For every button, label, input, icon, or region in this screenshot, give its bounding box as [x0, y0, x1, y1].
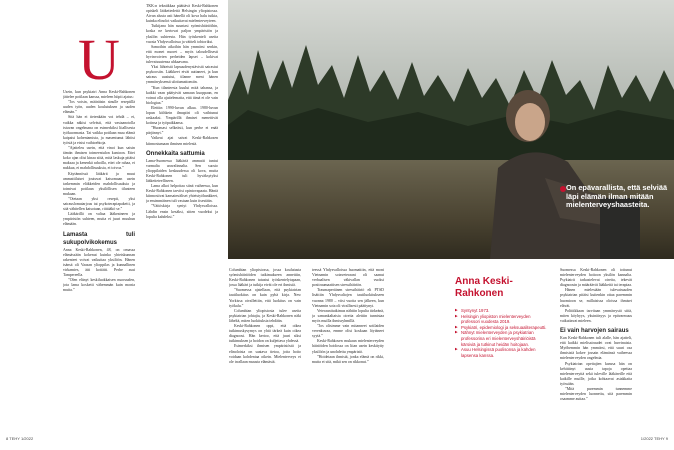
article-paragraph: ”Kun tilanteesta kuului mitä tahansa, ja kaikki vaan päätyivät samaan kuoppaan, en voinut olla ajattelematta, että tämä ei ole vain biologiaa.”: [146, 85, 218, 105]
article-paragraph: Traumaperäinen stressihäiriö eli PTSD lisättiin Yhdysvaltojen tautiluokitukseen vuonna 1980 – viisi vuotta sen jälkeen, kun Vietnamin sota oli virallisesti päättynyt.: [312, 288, 384, 308]
profile-fact: ▶ Helsingin yliopiston mielenterveyden professori vuodesta 2019.: [455, 314, 549, 325]
article-paragraph: Suomessa Keski-Rahkonen oli tottunut mielenterveyden hoitoon yksilön kannalta. Psykiatrit tarkastelevat oireita, tekevät diagnoosin ja määräävät lääkkeitä tai terapiaa.: [560, 268, 632, 288]
article-paragraph: Lama-Suomessa lääkäriä ammatti tuntui varmalta uravalinnalta. Sen suosio ylioppilaiden keskuudessa oli kova, mutta Keski-Rahkonen tuli hyväksytyksi lääketieteelliseen.: [146, 158, 218, 183]
article-paragraph: Esimerkiksi ihmisen ympäristöstä ja elinoloista on saatava tietoa, jotta hoito voidaan kohdentaa oikein. Mielenterveys ei ole irrallaan muusta elämästä.: [229, 344, 301, 364]
portrait-photo: [228, 0, 674, 259]
profile-box: [455, 276, 549, 358]
article-paragraph: Vaikeat ajat saivat Keski-Rahkosen kiinnostumaan ihmisen mielestä.: [146, 136, 218, 146]
article-paragraph: ”Ajatteleu usein, että vinoi kun saisin tämän ihmisen toimeentulon kuntoon. Ettei koko ajan olisi kinaa siitä, mitä laskuja pitäisi maksaa ja kenenkä rahoilla, ettei ole rahaa, ei nukkua, ei mahdollisuuksia, ei toivoa.”: [63, 146, 135, 171]
article-paragraph: ”Mitä paremmin tunnemme mielenterveyden luonnetta, sitä paremmin osaamme auttaa.”: [560, 386, 632, 402]
article-paragraph: ”Otetaan yksi resepti, yksi sairauslomatarjous tai psykoterapiapaketti, ja sitä vähitellen katsotaan, riittääkö se.”: [63, 196, 135, 212]
middle-column-1: [146, 4, 218, 436]
article-paragraph: Sitä hän ei tietenkään voi tehdä – ei, vaikka näkisi selvästi, että vastaanotolla istuvan ongelmana on esimerkiksi liiallisesta työkuormasta. Tai vaikka potilaan muu elämä kaipaisi kohentamista, ja masentunut lähtisi työstä ja etsisi vaihtoehtoja.: [63, 115, 135, 145]
footer-left: 8 TEHY 1/2022: [6, 436, 34, 441]
article-paragraph: ”Jos olisimme vain mitanneet sotilaiden verenkuvaa, emme olisi koskaan löytäneet syytä.”: [312, 324, 384, 339]
article-paragraph: ”Jos voisin, määräisin sinulle reseptillä uuden työn, uuden koulutuksen ja uuden elämän.”: [63, 100, 135, 115]
middle-column-2: [229, 268, 301, 436]
article-paragraph: Columbian yliopistosta tulee useita psykiatrian johtajia, ja Keski-Rahkonen näki läheltä, miten luokituksia tehdään.: [229, 308, 301, 323]
section-heading: Onnekkaita sattumia: [146, 150, 205, 157]
article-paragraph: Keski-Rahkonen oppi, että oikea tutkimuskysymys on yhtä tärkeä kuin oikea diagnoosi. Hän kertoo, että juuri siksi tutkimuksen ja hoidon on kuljettava yhdessä.: [229, 324, 301, 344]
profile-facts: [455, 308, 549, 358]
article-paragraph: Politiikkaan tarvitaan ymmärrystä siitä, miten köyhyys, yksinäisyys ja epävarmuus vaikuttavat mieleen.: [560, 308, 632, 323]
lead-paragraph: Usein, kun psykiatri Anna Keski-Rahkonen jättelee potilaan kanssa, mieleen hiipii ajatus:: [63, 90, 135, 100]
article-paragraph: ”Suomessa ajatellaan, että psykiatrian tautiluokitus on kuin pyhä kirja. New Yorkissa oivallettiin, että luokitus on vain työkalu.”: [229, 288, 301, 308]
profile-fact: ▶ Psykiatri, epidemiologi ja seksuaaliterapeutti.: [455, 325, 549, 331]
pull-quote: On epävarallista, että selviää läpi elämän ilman mitään mielenterveyshaasteita.: [566, 183, 668, 210]
article-paragraph: Yksi lähteistä lapsuudenystävistä sairastui psykoosiin. Lääkkeet eivät auttaneet, ja kun sairaus uusiutui, tilanne meni hänen ymmärryksensä ulottumattomiin.: [146, 65, 218, 85]
article-paragraph: ”Olen elänyt keskiluokkaisen nuoruuden, jota lama kosketti vähemmän kuin monia muita.”: [63, 278, 135, 293]
article-paragraph: ”Huomasi selkeästi, kun perhe ei enää pärjännyt.”: [146, 126, 218, 136]
profile-fact: ▶ Nähnyt mielenterveyden ja psykiatrian professorina eri mielenterveyshäiriöistä kärsiviä ja tutkinut heidän hoitojaan.: [455, 330, 549, 347]
article-paragraph: Hänen mielestään tulevaisuuden psykiatrian pitäisi kuitenkin ottaa paremmin huomioon se, millaisissa oloissa ihmiset elävät.: [560, 288, 632, 308]
middle-column-3: [312, 268, 384, 436]
article-paragraph: Veteraanitutkimus nähtiin lopulta tärkeänä, ja samankaltaisia oireita alettiin tunnistaa myös muilla ihmisryhmillä.: [312, 308, 384, 323]
article-paragraph: TKK:n tekniikkaa päättävä Keski-Rahkonen opiskeli lääketiedettä Helsingin yliopistossa. Aivan alusta asti hänellä oli kova halu tutkia, kuinka elinolot vaikuttavat mielenterveyteen.: [146, 4, 218, 24]
article-paragraph: Tutkijana hän suuntasi syömishäiriöihin, koska ne kertovat paljon ympäristön ja yksilön suhteesta. Hän työskenteli useita vuosia Yhdysvalloissa ja väitteli tohtoriksi.: [146, 24, 218, 44]
article-paragraph: Columbian yliopistossa, jossa koulutusta syömishäiriöiden tutkimukseen annettiin, Keski-Rahkonen tutustui työskentelytapaan, jossa lääkäri ja tutkija eivät ole eri ihmisiä.: [229, 268, 301, 288]
profile-fact: ▶ Syntynyt 1973.: [455, 308, 549, 314]
article-paragraph: Kun Keski-Rahkonen tuli alalle, hän ajatteli, että kaikki mielisairaudet ovat harvinaisia. Myöhemmin hän ymmärsi, että suuri osa ihmisistä kokee jossain elämänsä vaiheessa mielenterveyden ongelmia.: [560, 336, 632, 361]
drop-cap: U: [78, 36, 120, 92]
section-heading: Lamasta tuli sukupolvikokemus: [63, 231, 135, 246]
footer-right: 1/2022 TEHY 9: [640, 436, 668, 441]
article-paragraph: ”Hoidetaan ihmistä, jonka elämä on rikki, mutta ei sitä, mikä sen on rikkonut.”: [312, 354, 384, 364]
article-paragraph: teessä Yhdysvalloissa huomattiin, että moni Vietnamin sotaveteraani oli saanut verbaalisen väkivallan vuoksi posttraumaattisen stressihäiriön.: [312, 268, 384, 288]
article-paragraph: Lääkärillä on valtaa lääkeaineen ja ympäristön suhteen, mutta ei juuri muuhun elämään.: [63, 212, 135, 227]
article-paragraph: Anna Keski-Rahkonen, 48, on omassa elämässään kokenut kuinka yhteiskunnan rakenteet voivat vaikuttaa yksilöön. Hänen isänsä oli Vaasan ylioppilas ja kunnallinen virkamies, äiti kotiäiti. Perhe asui Tampereella.: [63, 247, 135, 277]
article-paragraph: Elettiin 1990-luvun alkua. 1980-luvun lopun kiihkein ilmapiiri oli vaihtunut raskaaksi. Ympärillä ihmiset menettivät kotinsa ja työpaikkansa.: [146, 105, 218, 126]
article-paragraph: Lama alkoi helpottaa siinä vaiheessa, kun Keski-Rahkonen tarvitsi opintovapaata. Häntä kiinnostivat kansainväliset yhteistyöhankkeet, ja ensimmäinen tuli vastaan kuin itsestään.: [146, 184, 218, 204]
article-paragraph: ”Väitöskirja syntyi Yhdysvalloissa. Lähdin ensin kesäksi, sitten vuodeksi ja lopulta kahdeksi.”: [146, 204, 218, 219]
article-paragraph: Käytännössä lääkärit ja muut ammattilaiset joutuvat katsomaan usein tarkemmin eläkkeiden mahdollisuuksia ja toimivat potilaan yksilöllisen tilanteen mukaan.: [63, 171, 135, 196]
profile-name: Anna Keski-Rahkonen: [455, 276, 513, 299]
person-figure: [450, 78, 640, 259]
article-paragraph: Keski-Rahkosen mukaan mielenterveyden häiriöiden hoidossa on liian usein keskitytty yksilöön ja unohdettu ympäristö.: [312, 339, 384, 354]
article-paragraph: Psykiatrian opettajien kanssa hän on kehittänyt uusia tapoja opettaa mielenterveyttä sekä tuleville lääkäreille että kaikille muille, jotka kohtaavat asiakkaita työssään.: [560, 361, 632, 386]
article-paragraph: Samoihin aikoihin hän ymmärsi senkin, että monet nuoret – myös taloudellisesti hyvinvoivien perheiden lapset – kokivat tulevaisuutensa uhkaavana.: [146, 44, 218, 65]
left-column: [63, 36, 135, 436]
profile-fact: ▶ Asuu Helsingissä puolisonsa ja kahden lapsensa kanssa.: [455, 347, 549, 358]
right-column: [560, 268, 632, 436]
section-heading: Ei vain harvojen sairaus: [560, 328, 629, 335]
